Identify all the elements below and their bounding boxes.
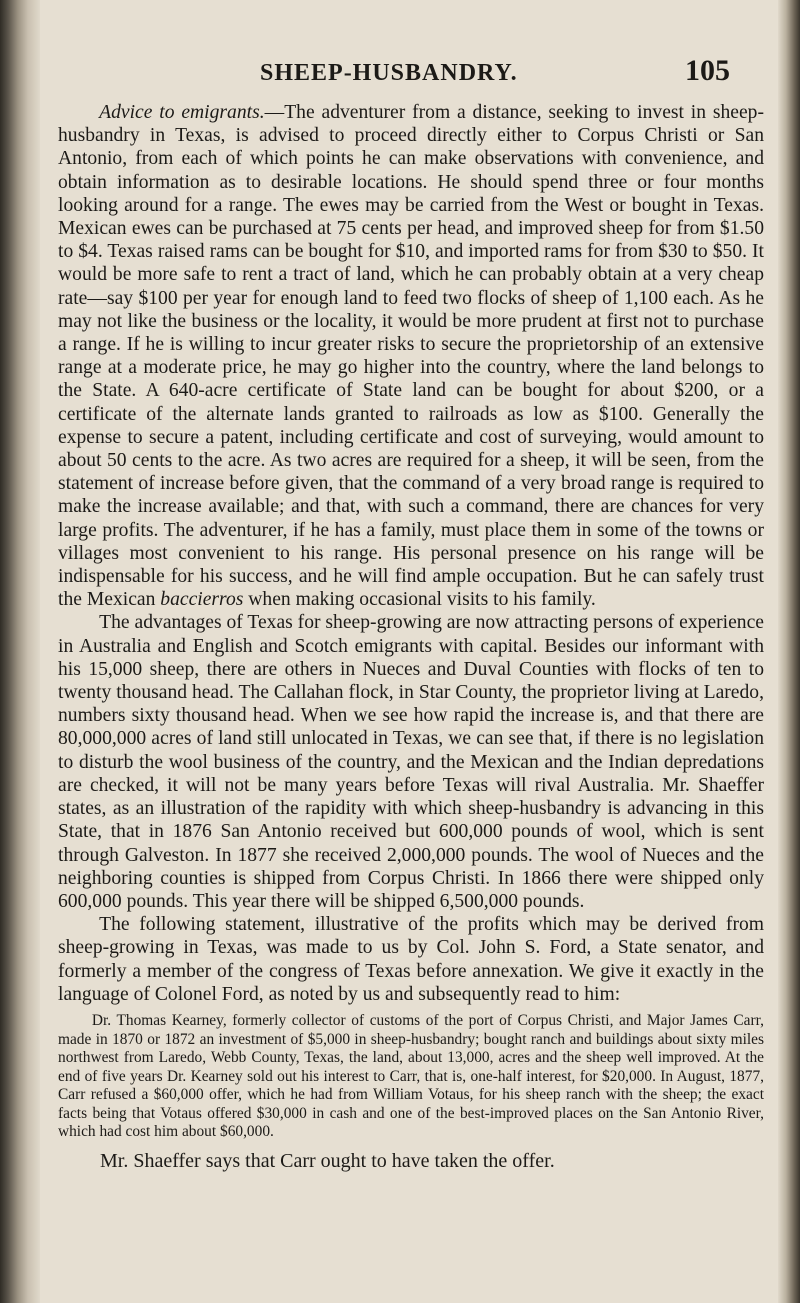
left-page-edge [0, 0, 40, 1303]
paragraph-advice-to-emigrants [58, 101, 764, 611]
page-body [58, 101, 764, 1173]
running-head: SHEEP-HUSBANDRY. [260, 60, 518, 86]
section-lead-heading: Advice to emigrants. [99, 102, 265, 123]
page-number: 105 [685, 54, 730, 87]
paragraph-ford-statement: The following statement, illustrative of the profits which may be derived from sheep-growing in Texas, was made to us by Col. John S. Ford, a State senator, and formerly a member of the congress of Texas before annexation. We give it exactly in the language of Colonel Ford, as noted by us and subsequently read to him: [58, 914, 764, 1005]
right-page-edge [778, 0, 800, 1303]
page-header [60, 50, 760, 90]
paragraph-text: —The adventurer from a distance, seeking to invest in sheep-husbandry in Texas, is advised to proceed directly either to Corpus Christi or San Antonio, from each of which points he can make observations with convenience, and obtain information as to desirable locations. He should spend three or four months looking around for a range. The ewes may be carried from the West or bought in Texas. Mexican ewes can be purchased at 75 cents per head, and improved sheep for from $1.50 to $4. Texas raised rams can be bought for $10, and imported rams for from $30 to $50. It would be more safe to rent a tract of land, which he can probably obtain at a very cheap rate—say $100 per year for enough land to feed two flocks of sheep of 1,100 each. As he may not like the business or the locality, it would be more prudent at first not to purchase a range. If he is willing to incur greater risks to secure the proprietorship of an extensive range at a moderate price, he may go higher into the country, where the land belongs to the State. A 640-acre certificate of State land can be bought for about $200, or a certificate of the alternate lands granted to railroads as low as $100. Generally the expense to secure a patent, including certificate and cost of surveying, would amount to about 50 cents to the acre. As two acres are required for a sheep, it will be seen, from the statement of increase before given, that the command of a very broad range is required to make the increase available; and that, with such a command, there are chances for very large profits. The adventurer, if he has a family, must place them in some of the towns or villages most convenient to his range. His personal presence on his range will be indispensable for his success, and he will find ample occupation. But he can safely trust the Mexican [58, 102, 764, 611]
block-quote-ford: Dr. Thomas Kearney, formerly collector of customs of the port of Corpus Christi, and Major James Carr, made in 1870 or 1872 an investment of $5,000 in sheep-husbandry; bought ranch and buildings about sixty miles northwest from Laredo, Webb County, Texas, the land, about 13,000, acres and the sheep well improved. At the end of five years Dr. Kearney sold out his interest to Carr, that is, one-half interest, for $20,000. In August, 1877, Carr refused a $60,000 offer, which he had from William Votaus, for his sheep ranch with the sheep; the exact facts being that Votaus offered $30,000 in cash and one of the best-improved places on the San Antonio River, which had cost him about $60,000. [58, 1011, 764, 1141]
italic-term: baccierros [160, 589, 244, 611]
paragraph-advantages-of-texas: The advantages of Texas for sheep-growing are now attracting persons of experience in Australia and English and Scotch emigrants with capital. Besides our informant with his 15,000 sheep, there are others in Nueces and Duval Counties with flocks of ten to twenty thousand head. The Callahan flock, in Star County, the proprietor living at Laredo, numbers sixty thousand head. When we see how rapid the increase is, and that there are 80,000,000 acres of land still unlocated in Texas, we can see that, if there is no legislation to disturb the wool business of the country, and the Mexican and the Indian depredations are checked, it will not be many years before Texas will rival Australia. Mr. Shaeffer states, as an illustration of the rapidity with which sheep-husbandry is advancing in this State, that in 1876 San Antonio received but 600,000 pounds of wool, which is sent through Galveston. In 1877 she received 2,000,000 pounds. The wool of Nueces and the neighboring counties is shipped from Corpus Christi. In 1866 there were shipped only 600,000 pounds. This year there will be shipped 6,500,000 pounds. [58, 612, 764, 912]
paragraph-text-end: when making occasional visits to his family. [243, 589, 596, 611]
paragraph-closing: Mr. Shaeffer says that Carr ought to have taken the offer. [100, 1150, 555, 1173]
